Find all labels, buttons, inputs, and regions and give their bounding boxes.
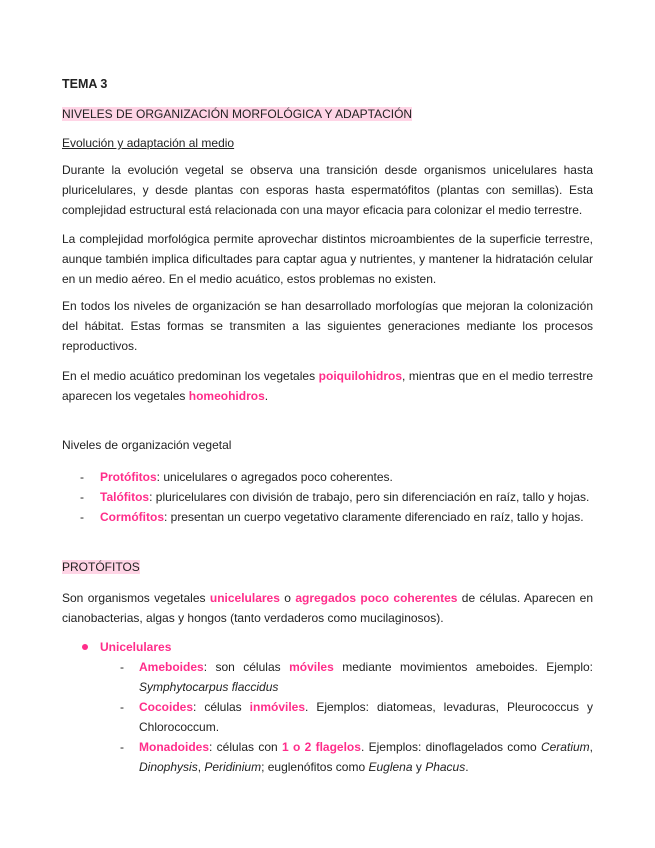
dash-marker: - [80, 470, 84, 484]
term-ameboides: Ameboides [139, 660, 204, 674]
list-item [62, 467, 593, 487]
para4-text-c: . [264, 389, 269, 403]
term-agregados: agregados poco coherentes [295, 591, 458, 605]
species-name: Symphytocarpus flaccidus [139, 680, 279, 694]
term-cocoides: Cocoides [139, 700, 194, 714]
species-name: Ceratium [540, 740, 590, 754]
bullet-label: Unicelulares [100, 640, 172, 654]
doc-title: TEMA 3 [62, 77, 108, 91]
term-inmoviles: inmóviles [249, 700, 306, 714]
type-text: . Ejemplos: diatomeas, levaduras, Pleurococcus y Chlorococcum. [139, 700, 593, 734]
species-name: Dinophysis [139, 760, 198, 774]
type-text: , [197, 760, 205, 774]
section-heading-niveles: NIVELES DE ORGANIZACIÓN MORFOLÓGICA Y ADAPTACIÓN [62, 107, 413, 121]
species-name: Peridinium [204, 760, 262, 774]
term-protofitos: Protófitos [100, 470, 157, 484]
bullet-unicelulares [62, 637, 593, 657]
bullet-dot-icon [82, 644, 88, 650]
unicelulares-types-list [62, 657, 593, 777]
para5-text-a: Son organismos vegetales [62, 591, 210, 605]
level-desc: : presentan un cuerpo vegetativo claramente diferenciado en raíz, tallo y hojas. [164, 510, 584, 524]
level-desc: : pluricelulares con división de trabajo, pero sin diferenciación en raíz, tallo y hojas. [149, 490, 590, 504]
term-poiquilohidros: poiquilohidros [318, 369, 402, 383]
list-item [62, 657, 593, 697]
type-text: mediante movimientos ameboides. Ejemplo: [333, 660, 593, 674]
dash-marker: - [80, 510, 84, 524]
para4-text-b: , mientras que en el medio terrestre aparecen los vegetales [62, 369, 594, 403]
term-flagelos: 1 o 2 flagelos [281, 740, 361, 754]
list-item [62, 487, 593, 507]
type-text: . [465, 760, 469, 774]
subheading-evolucion: Evolución y adaptación al medio [62, 136, 235, 150]
type-text: ; euglenófitos como [261, 760, 369, 774]
type-text: : son células [203, 660, 290, 674]
levels-heading: Niveles de organización vegetal [62, 438, 232, 452]
para5-text-c: de células. Aparecen en cianobacterias, algas y hongos (tanto verdaderos como mucilaginosos). [62, 591, 594, 625]
list-item [62, 737, 593, 777]
type-text: : células con [209, 740, 282, 754]
dash-marker: - [120, 660, 124, 674]
dash-marker: - [120, 740, 124, 754]
paragraph-4 [62, 366, 593, 406]
dash-marker: - [80, 490, 84, 504]
term-moviles: móviles [289, 660, 334, 674]
paragraph-1: Durante la evolución vegetal se observa una transición desde organismos unicelulares hasta pluricelulares, y desde plantas con esporas hasta espermatófitos (plantas con semillas). Esta complejidad estructural está relacionada con una mayor eficacia para colonizar el medio terrestre. [62, 163, 593, 217]
species-name: Euglena [368, 760, 413, 774]
levels-list [62, 467, 593, 527]
type-text: , [589, 740, 593, 754]
para4-text-a: En el medio acuático predominan los vegetales [62, 369, 319, 383]
term-cormofitos: Cormófitos [100, 510, 164, 524]
type-text: . Ejemplos: dinoflagelados como [360, 740, 541, 754]
paragraph-5 [62, 588, 593, 628]
paragraph-3: En todos los niveles de organización se han desarrollado morfologías que mejoran la colonización del hábitat. Estas formas se transmiten a las siguientes generaciones mediante los procesos reproductivos. [62, 299, 593, 353]
term-monadoides: Monadoides [139, 740, 210, 754]
type-text: : células [193, 700, 250, 714]
type-text: y [412, 760, 426, 774]
dash-marker: - [120, 700, 124, 714]
term-talofitos: Talófitos [100, 490, 150, 504]
term-unicelulares: unicelulares [209, 591, 280, 605]
term-homeohidros: homeohidros [188, 389, 265, 403]
level-desc: : unicelulares o agregados poco coherentes. [156, 470, 393, 484]
para5-text-b: o [279, 591, 296, 605]
paragraph-2: La complejidad morfológica permite aprovechar distintos microambientes de la superficie terrestre, aunque también implica dificultades para captar agua y nutrientes, y mantener la hidratación celular en un medio aéreo. En el medio acuático, estos problemas no existen. [62, 232, 593, 286]
list-item [62, 507, 593, 527]
list-item [62, 697, 593, 737]
section-heading-protofitos: PROTÓFITOS [62, 560, 140, 574]
species-name: Phacus [425, 760, 466, 774]
